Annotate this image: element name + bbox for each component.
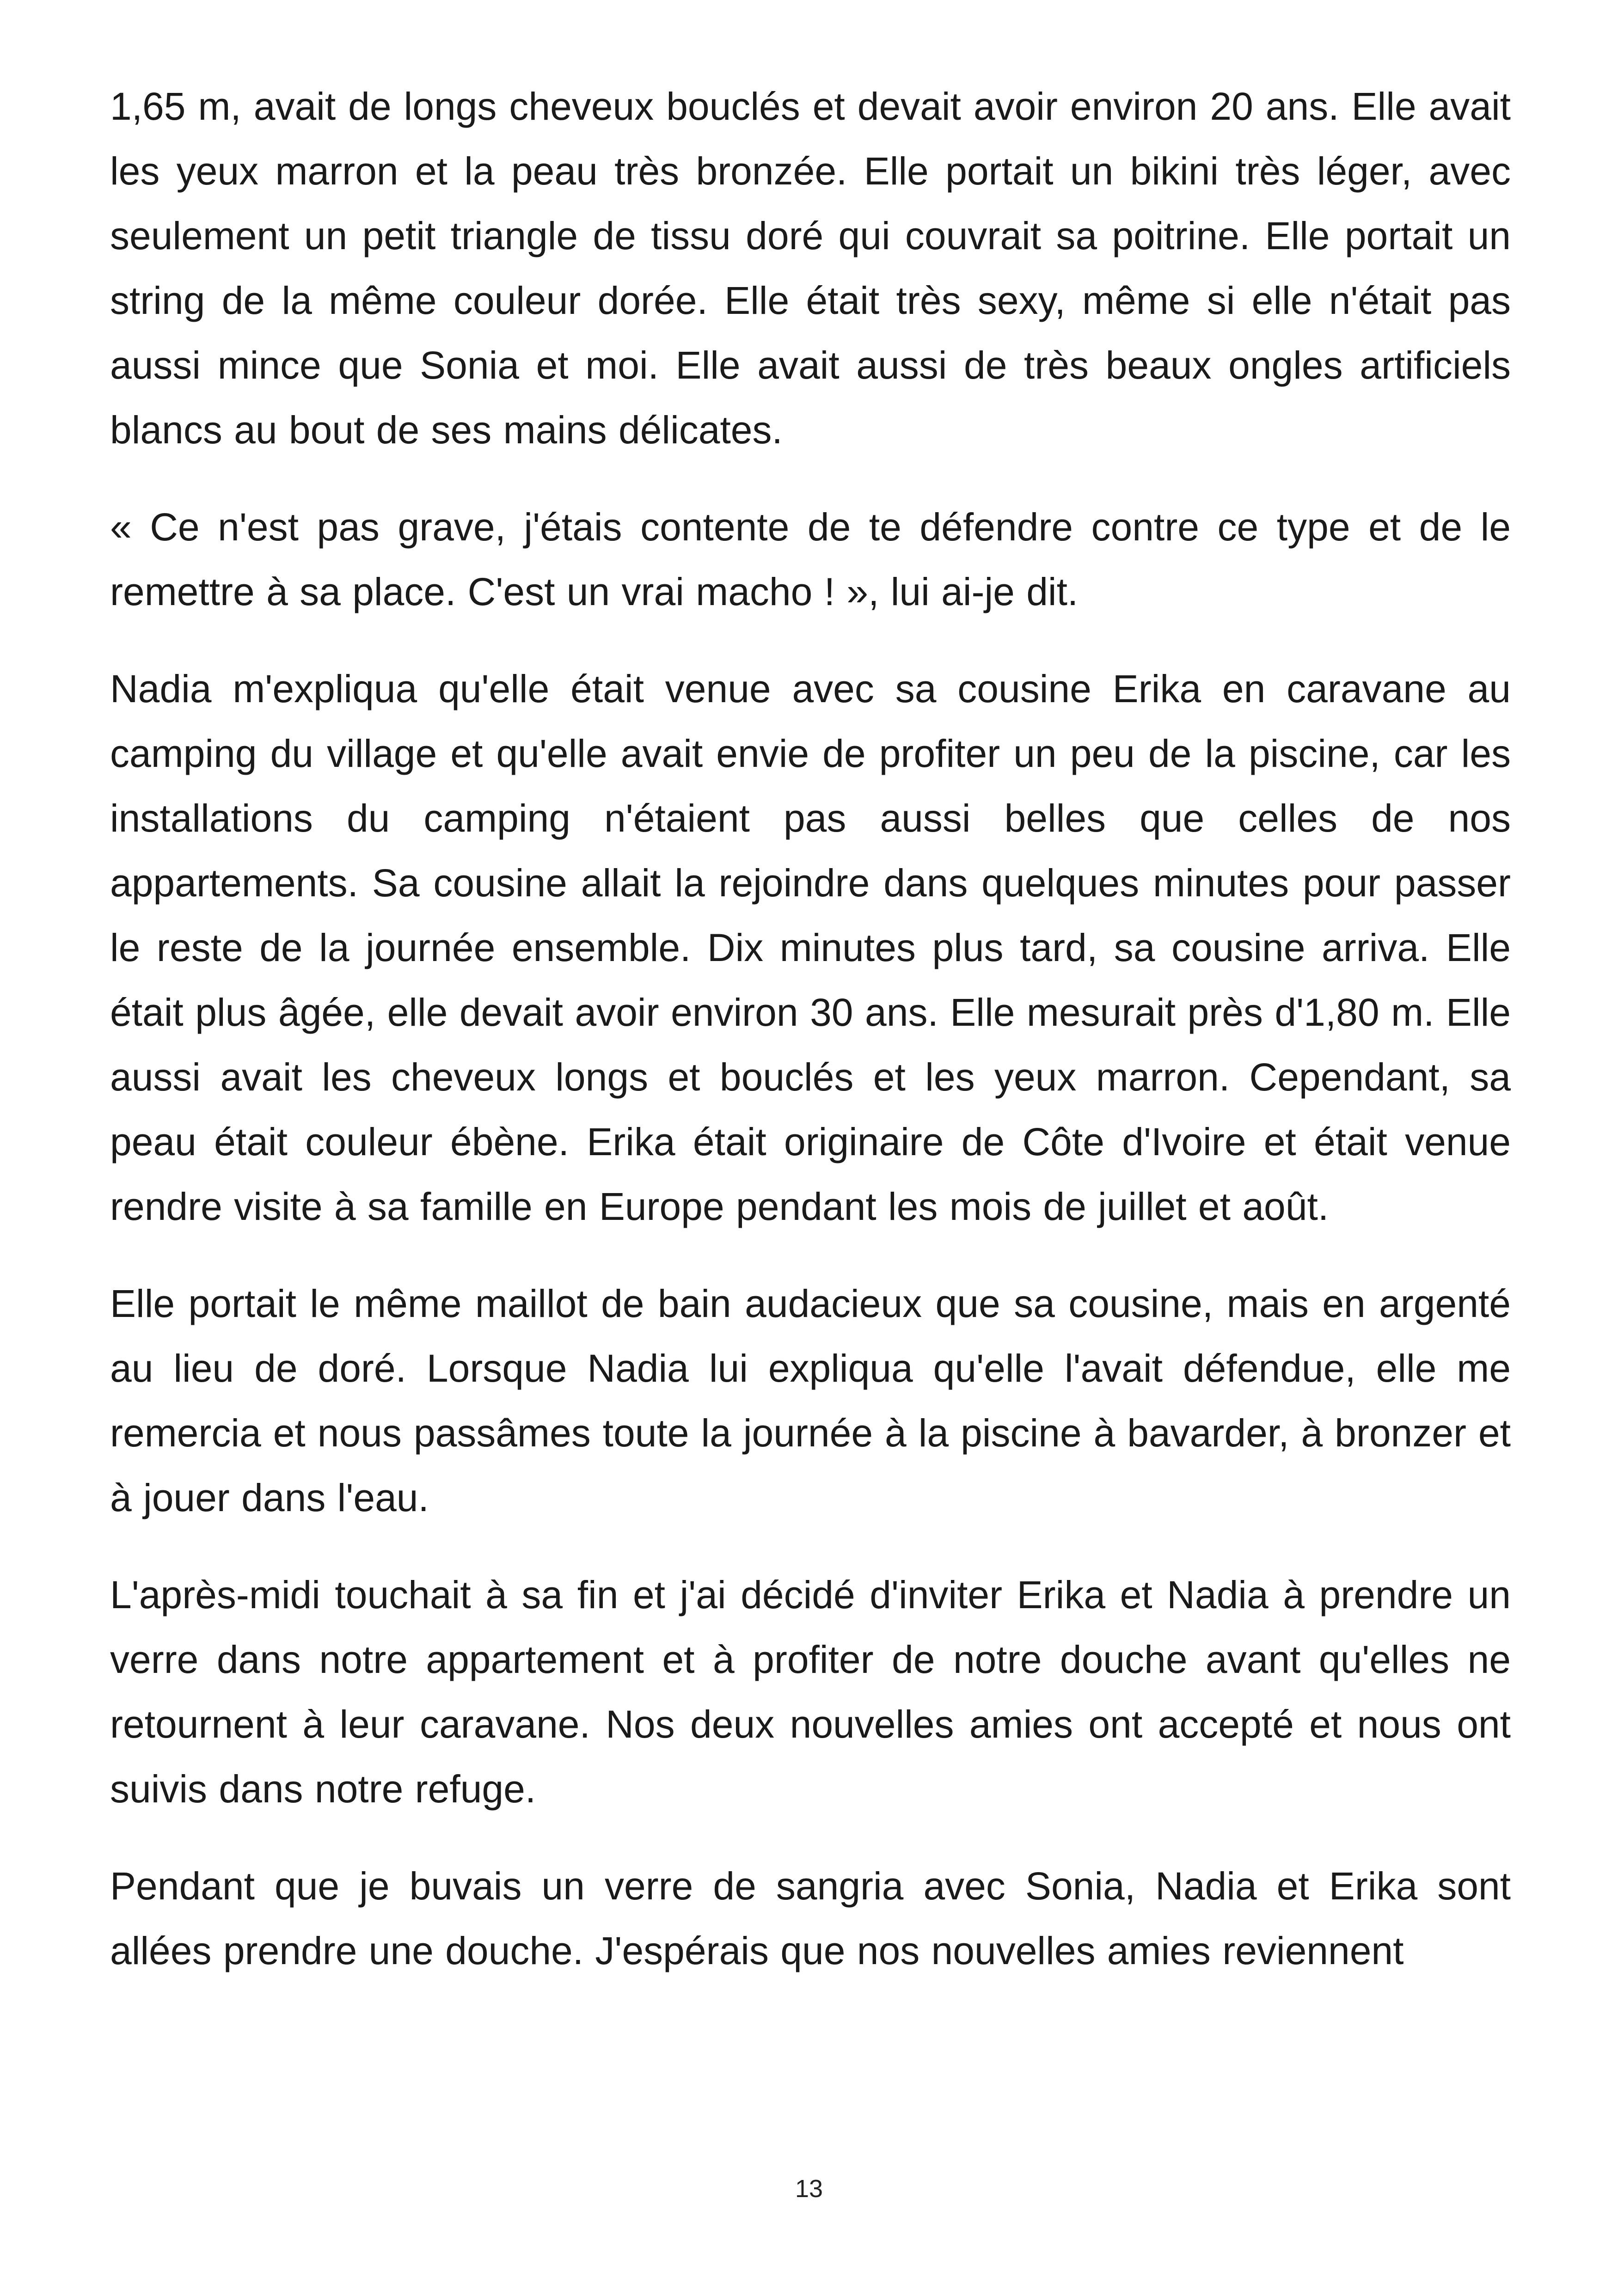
paragraph-6: Pendant que je buvais un verre de sangria avec Sonia, Nadia et Erika sont allées prendre une douche. J'espérais que nos nouvelles amies reviennent [110, 1864, 1511, 1972]
paragraph-2: « Ce n'est pas grave, j'étais contente de te défendre contre ce type et de le remettre à sa place. C'est un vrai macho ! », lui ai-je dit. [110, 505, 1511, 613]
paragraph-1: 1,65 m, avait de longs cheveux bouclés et devait avoir environ 20 ans. Elle avait les yeux marron et la peau très bronzée. Elle portait un bikini très léger, avec seulement un petit triangle de tissu doré qui couvrait sa poitrine. Elle portait un string de la même couleur dorée. Elle était très sexy, même si elle n'était pas aussi mince que Sonia et moi. Elle avait aussi de très beaux ongles artificiels blancs au bout de ses mains délicates. [110, 85, 1511, 452]
paragraph-4: Elle portait le même maillot de bain audacieux que sa cousine, mais en argenté au lieu de doré. Lorsque Nadia lui expliqua qu'elle l'avait défendue, elle me remercia et nous passâmes toute la journée à la piscine à bavarder, à bronzer et à jouer dans l'eau. [110, 1282, 1511, 1519]
paragraph-5: L'après-midi touchait à sa fin et j'ai décidé d'inviter Erika et Nadia à prendre un verre dans notre appartement et à profiter de notre douche avant qu'elles ne retournent à leur caravane. Nos deux nouvelles amies ont accepté et nous ont suivis dans notre refuge. [110, 1573, 1511, 1811]
paragraph-3: Nadia m'expliqua qu'elle était venue avec sa cousine Erika en caravane au camping du village et qu'elle avait envie de profiter un peu de la piscine, car les installations du camping n'étaient pas aussi belles que celles de nos appartements. Sa cousine allait la rejoindre dans quelques minutes pour passer le reste de la journée ensemble. Dix minutes plus tard, sa cousine arriva. Elle était plus âgée, elle devait avoir environ 30 ans. Elle mesurait près d'1,80 m. Elle aussi avait les cheveux longs et bouclés et les yeux marron. Cependant, sa peau était couleur ébène. Erika était originaire de Côte d'Ivoire et était venue rendre visite à sa famille en Europe pendant les mois de juillet et août. [110, 667, 1511, 1228]
page-number: 13 [795, 2175, 823, 2203]
body-text [110, 74, 1511, 1983]
